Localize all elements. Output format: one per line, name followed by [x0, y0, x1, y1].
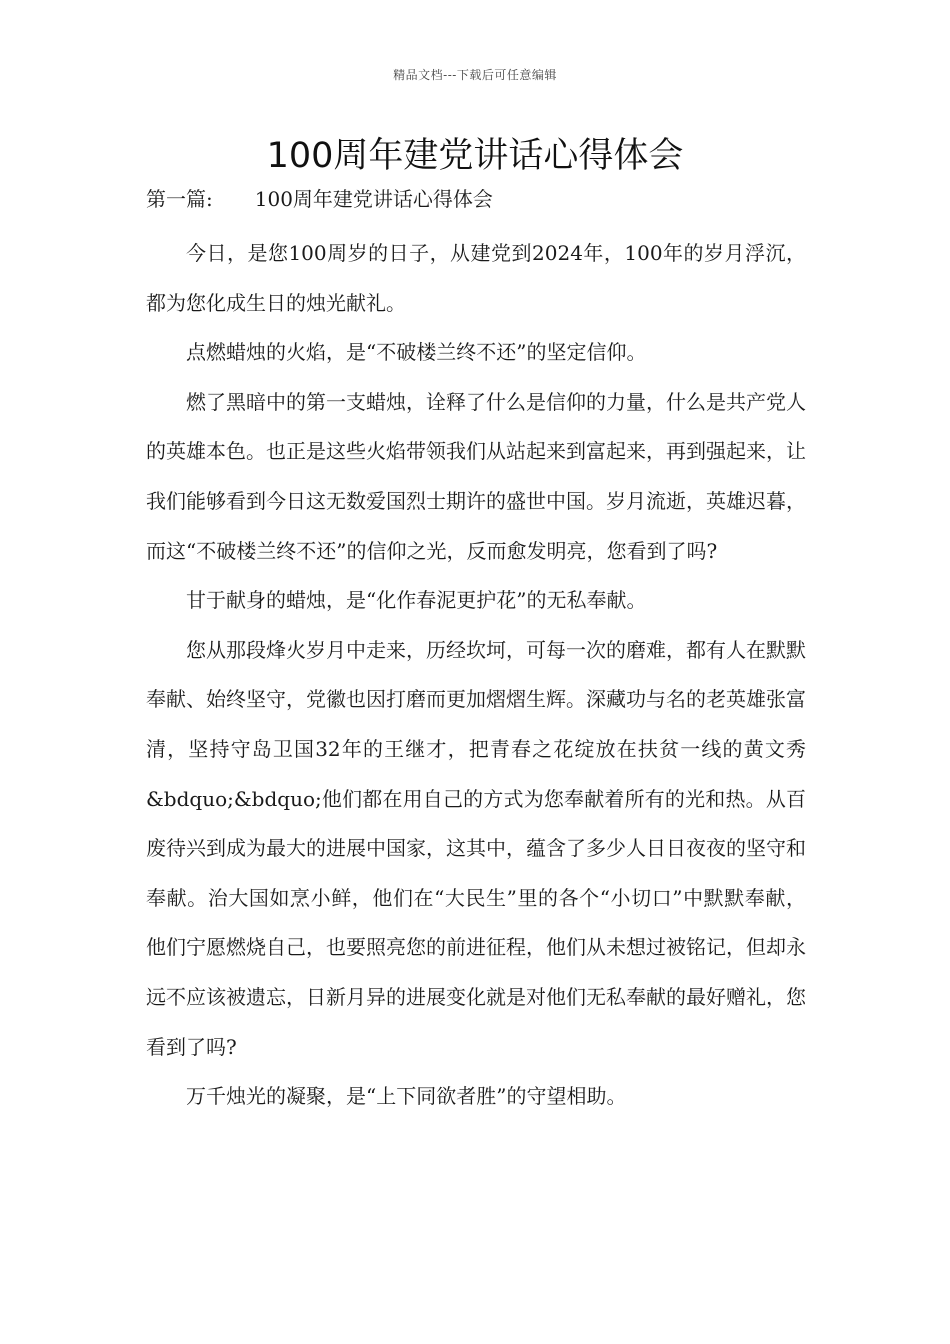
paragraph: 燃了黑暗中的第一支蜡烛，诠释了什么是信仰的力量，什么是共产党人的英雄本色。也正是这些火焰带领我们从站起来到富起来，再到强起来，让我们能够看到今日这无数爱国烈士期许的盛世中国。岁月流逝，英雄迟暮，而这“不破楼兰终不还”的信仰之光，反而愈发明亮，您看到了吗?	[146, 389, 806, 563]
document-title: 100周年建党讲话心得体会	[266, 136, 684, 176]
section-subtitle	[146, 183, 493, 212]
paragraph: 万千烛光的凝聚，是“上下同欲者胜”的守望相助。	[186, 1084, 627, 1109]
header-note: 精品文档---下载后可任意编辑	[393, 68, 557, 82]
body-text	[146, 229, 806, 1122]
paragraph: 甘于献身的蜡烛，是“化作春泥更护花”的无私奉献。	[186, 588, 647, 613]
section-title: 100周年建党讲话心得体会	[254, 187, 493, 211]
paragraph: 您从那段烽火岁月中走来，历经坎坷，可每一次的磨难，都有人在默默奉献、始终坚守，党徽也因打磨而更加熠熠生辉。深藏功与名的老英雄张富清，坚持守岛卫国32年的王继才，把青春之花绽放在扶贫一线的黄文秀&bdquo;&bdquo;他们都在用自己的方式为您奉献着所有的光和热。从百废待兴到成为最大的进展中国家，这其中，蕴含了多少人日日夜夜的坚守和奉献。治大国如烹小鲜，他们在“大民生”里的各个“小切口”中默默奉献，他们宁愿燃烧自己，也要照亮您的前进征程，他们从未想过被铭记，但却永远不应该被遗忘，日新月异的进展变化就是对他们无私奉献的最好赠礼，您看到了吗?	[146, 637, 806, 1059]
section-prefix: 第一篇:	[146, 187, 213, 211]
paragraph: 今日，是您100周岁的日子，从建党到2024年，100年的岁月浮沉，都为您化成生日的烛光献礼。	[146, 241, 806, 315]
paragraph: 点燃蜡烛的火焰，是“不破楼兰终不还”的坚定信仰。	[186, 340, 647, 365]
